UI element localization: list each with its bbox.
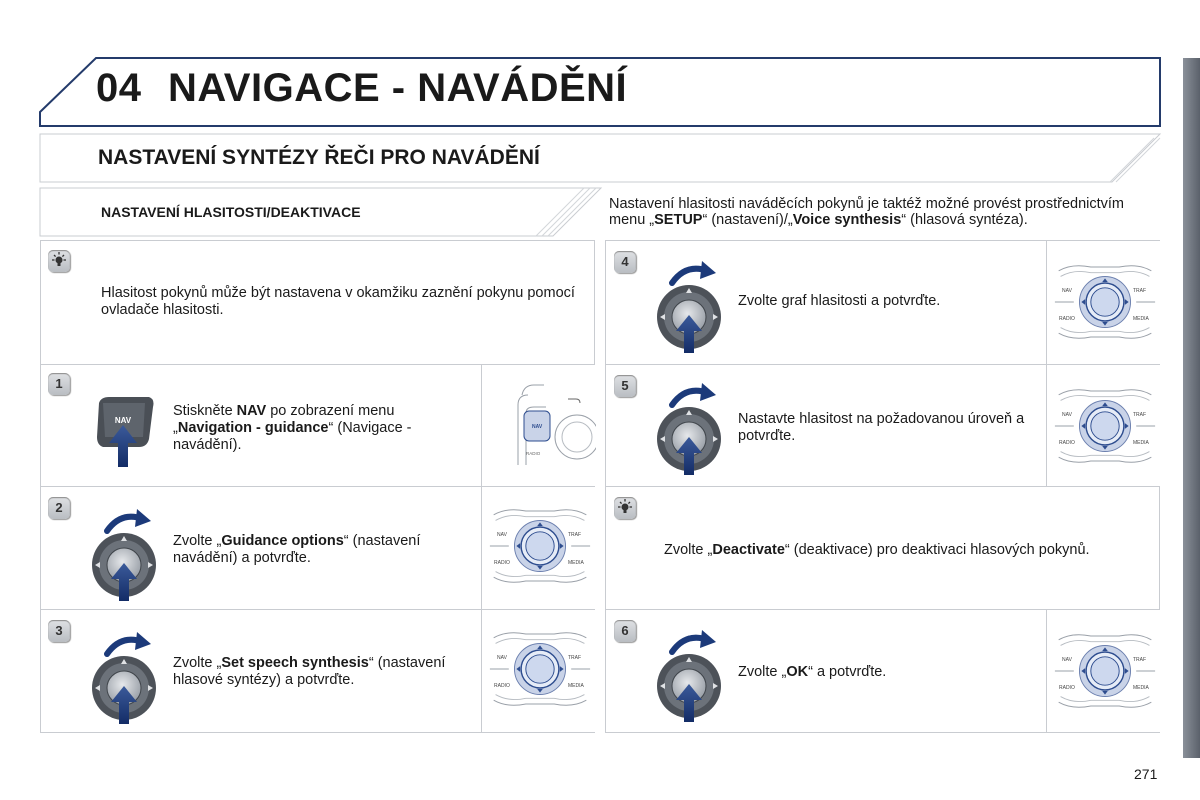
- rotary-knob-press-icon: [89, 503, 159, 603]
- tip-deactivate-option: Deactivate: [712, 542, 785, 558]
- panel-nav-label: NAV: [1062, 412, 1072, 418]
- setup-note-line1: Nastavení hlasitosti naváděcích pokynů je taktéž možné provést prostřednictvím: [609, 196, 1125, 212]
- panel-radio-label: RADIO: [1059, 685, 1075, 691]
- lightbulb-icon: [614, 497, 636, 519]
- tip-volume-text: Hlasitost pokynů může být nastavena v okamžiku zaznění pokynu pomocí ovladače hlasitosti.: [101, 285, 575, 318]
- chapter-title: NAVIGACE - NAVÁDĚNÍ: [168, 66, 628, 110]
- step-6-option: OK: [786, 664, 809, 680]
- step-6-text-a: Zvolte „: [738, 664, 787, 680]
- step-6-badge: 6: [614, 620, 636, 642]
- control-panel-image: [488, 626, 592, 712]
- step-4-box: [605, 240, 1160, 365]
- step-6-illustration: [1046, 610, 1161, 732]
- panel-radio-label: RADIO: [494, 560, 510, 566]
- rotary-knob-press-icon: [89, 626, 159, 726]
- panel-traf-label: TRAF: [1133, 657, 1147, 663]
- panel-media-label: MEDIA: [1133, 316, 1149, 322]
- rotary-knob-press-icon: [654, 377, 724, 477]
- panel-radio-label: RADIO: [494, 683, 510, 689]
- step-2-option: Guidance options: [221, 533, 344, 549]
- step-2-text-a: Zvolte „: [173, 533, 222, 549]
- step-4-badge: 4: [614, 251, 636, 273]
- panel-nav-label: NAV: [497, 655, 507, 661]
- note-voice-synthesis: Voice synthesis: [792, 212, 902, 228]
- radio-panel-nav-image: [482, 365, 596, 486]
- rotary-knob-press-icon: [654, 624, 724, 724]
- step-3-badge: 3: [48, 620, 70, 642]
- tip-deactivate-a: Zvolte „: [664, 542, 713, 558]
- panel-media-label: MEDIA: [568, 683, 584, 689]
- step-4-illustration: [1046, 241, 1161, 364]
- step-1-box: [40, 364, 595, 487]
- panel-media-label: MEDIA: [568, 560, 584, 566]
- step-4-text: Zvolte graf hlasitosti a potvrďte.: [738, 293, 941, 309]
- chapter-number: 04: [96, 66, 142, 110]
- step-5-box: [605, 364, 1160, 487]
- page-number: 271: [1134, 766, 1158, 782]
- lightbulb-icon: [48, 250, 70, 272]
- step-3-text: [173, 655, 468, 689]
- step-1-text-a: Stiskněte: [173, 403, 237, 419]
- step-1-text: [173, 403, 463, 454]
- note-text: menu „: [609, 212, 655, 228]
- tip-icon: [614, 497, 636, 519]
- note-text: “ (hlasová syntéza).: [901, 212, 1028, 228]
- control-panel-image: [488, 503, 592, 589]
- step-6-box: [605, 609, 1160, 733]
- step-2-text-c: “ (nastavení navádění) a potvrďte.: [173, 533, 421, 566]
- control-panel-image: [1053, 259, 1157, 345]
- step-1-nav: NAV: [236, 403, 267, 419]
- panel-radio-label: RADIO: [1059, 440, 1075, 446]
- note-text: “ (nastavení)/„: [702, 212, 793, 228]
- step-2-box: [40, 486, 595, 610]
- step-5-badge: 5: [614, 375, 636, 397]
- step-6-text: [738, 664, 1028, 681]
- panel-nav-label: NAV: [1062, 657, 1072, 663]
- panel-radio-label: RADIO: [1059, 316, 1075, 322]
- subsection-title: NASTAVENÍ HLASITOSTI/DEAKTIVACE: [101, 204, 361, 220]
- nav-panel-label: NAV: [532, 424, 543, 430]
- control-panel-image: [1053, 628, 1157, 714]
- step-5-illustration: [1046, 365, 1161, 486]
- panel-traf-label: TRAF: [1133, 412, 1147, 418]
- step-3-illustration: [481, 610, 596, 732]
- panel-media-label: MEDIA: [1133, 685, 1149, 691]
- tip-deactivate-c: “ (deaktivace) pro deaktivaci hlasových pokynů.: [784, 542, 1090, 558]
- tip-deactivate-box: [605, 486, 1160, 610]
- step-1-badge: 1: [48, 373, 70, 395]
- nav-button-press-icon: [93, 393, 157, 469]
- control-panel-image: [1053, 383, 1157, 469]
- step-2-badge: 2: [48, 497, 70, 519]
- panel-traf-label: TRAF: [568, 655, 582, 661]
- step-3-text-c: “ (nastavení hlasové syntézy) a potvrďte.: [173, 655, 446, 688]
- step-1-text-c: po zobrazení menu „: [173, 403, 395, 436]
- note-setup: SETUP: [654, 212, 703, 228]
- chapter-edge-tab: [1183, 58, 1200, 758]
- radio-panel-label: RADIO: [526, 451, 541, 456]
- panel-nav-label: NAV: [497, 532, 507, 538]
- step-1-menu: Navigation - guidance: [177, 420, 329, 436]
- setup-note-line2: [609, 212, 1169, 228]
- section-title: NASTAVENÍ SYNTÉZY ŘEČI PRO NAVÁDĚNÍ: [98, 146, 540, 169]
- step-2-illustration: [481, 487, 596, 609]
- step-3-option: Set speech synthesis: [221, 655, 369, 671]
- panel-traf-label: TRAF: [568, 532, 582, 538]
- step-1-text-e: “ (Navigace - navádění).: [173, 420, 412, 453]
- rotary-knob-press-icon: [654, 255, 724, 355]
- tip-deactivate-text: [664, 542, 1154, 559]
- tip-icon: [48, 250, 70, 272]
- step-2-text: [173, 533, 463, 567]
- panel-traf-label: TRAF: [1133, 288, 1147, 294]
- setup-note: [609, 196, 1169, 228]
- step-1-illustration: [481, 365, 596, 486]
- panel-media-label: MEDIA: [1133, 440, 1149, 446]
- step-3-text-a: Zvolte „: [173, 655, 222, 671]
- step-6-text-c: “ a potvrďte.: [808, 664, 887, 680]
- step-5-text: Nastavte hlasitost na požadovanou úroveň a potvrďte.: [738, 411, 1025, 444]
- step-3-box: [40, 609, 595, 733]
- nav-button-label: NAV: [114, 416, 132, 425]
- panel-nav-label: NAV: [1062, 288, 1072, 294]
- tip-volume-box: [40, 240, 595, 365]
